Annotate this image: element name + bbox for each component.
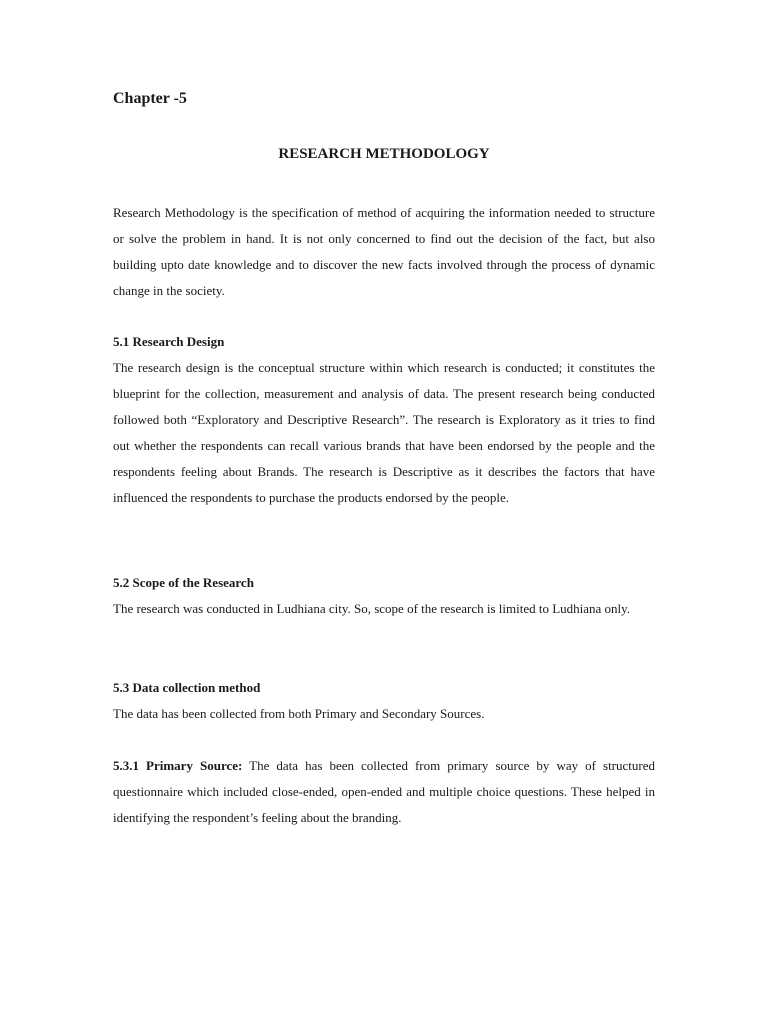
section-body-primary-source: The data has been collected from primary source by way of structured questionnaire which included close-ended, open-ended and multiple choice questions. These helped in identifying the respondent’s feeling about the branding. [113, 758, 655, 825]
section-body-data-collection: The data has been collected from both Primary and Secondary Sources. [113, 706, 485, 721]
intro-paragraph: Research Methodology is the specification of method of acquiring the information needed to structure or solve the problem in hand. It is not only concerned to find out the decision of the fact, but also building upto date knowledge and to discover the new facts involved through the process of dynamic change in the society. [113, 205, 655, 298]
page-title: RESEARCH METHODOLOGY [278, 146, 490, 162]
section-body-scope: The research was conducted in Ludhiana city. So, scope of the research is limited to Ludhiana only. [113, 601, 631, 616]
section-body-research-design: The research design is the conceptual structure within which research is conducted; it constitutes the blueprint for the collection, measurement and analysis of data. The present research being conducted followed both “Exploratory and Descriptive Research”. The research is Exploratory as it tries to find out whether the respondents can recall various brands that have been endorsed by the people and the respondents feeling about Brands. The research is Descriptive as it describes the factors that have influenced the respondents to purchase the products endorsed by the people. [113, 360, 655, 505]
section-primary-source [113, 753, 655, 831]
section-heading-primary-source: 5.3.1 Primary Source: [113, 758, 243, 773]
section-heading-scope: 5.2 Scope of the Research [113, 575, 254, 590]
chapter-label: Chapter -5 [113, 90, 187, 107]
section-heading-research-design: 5.1 Research Design [113, 334, 225, 349]
section-heading-data-collection: 5.3 Data collection method [113, 680, 261, 695]
